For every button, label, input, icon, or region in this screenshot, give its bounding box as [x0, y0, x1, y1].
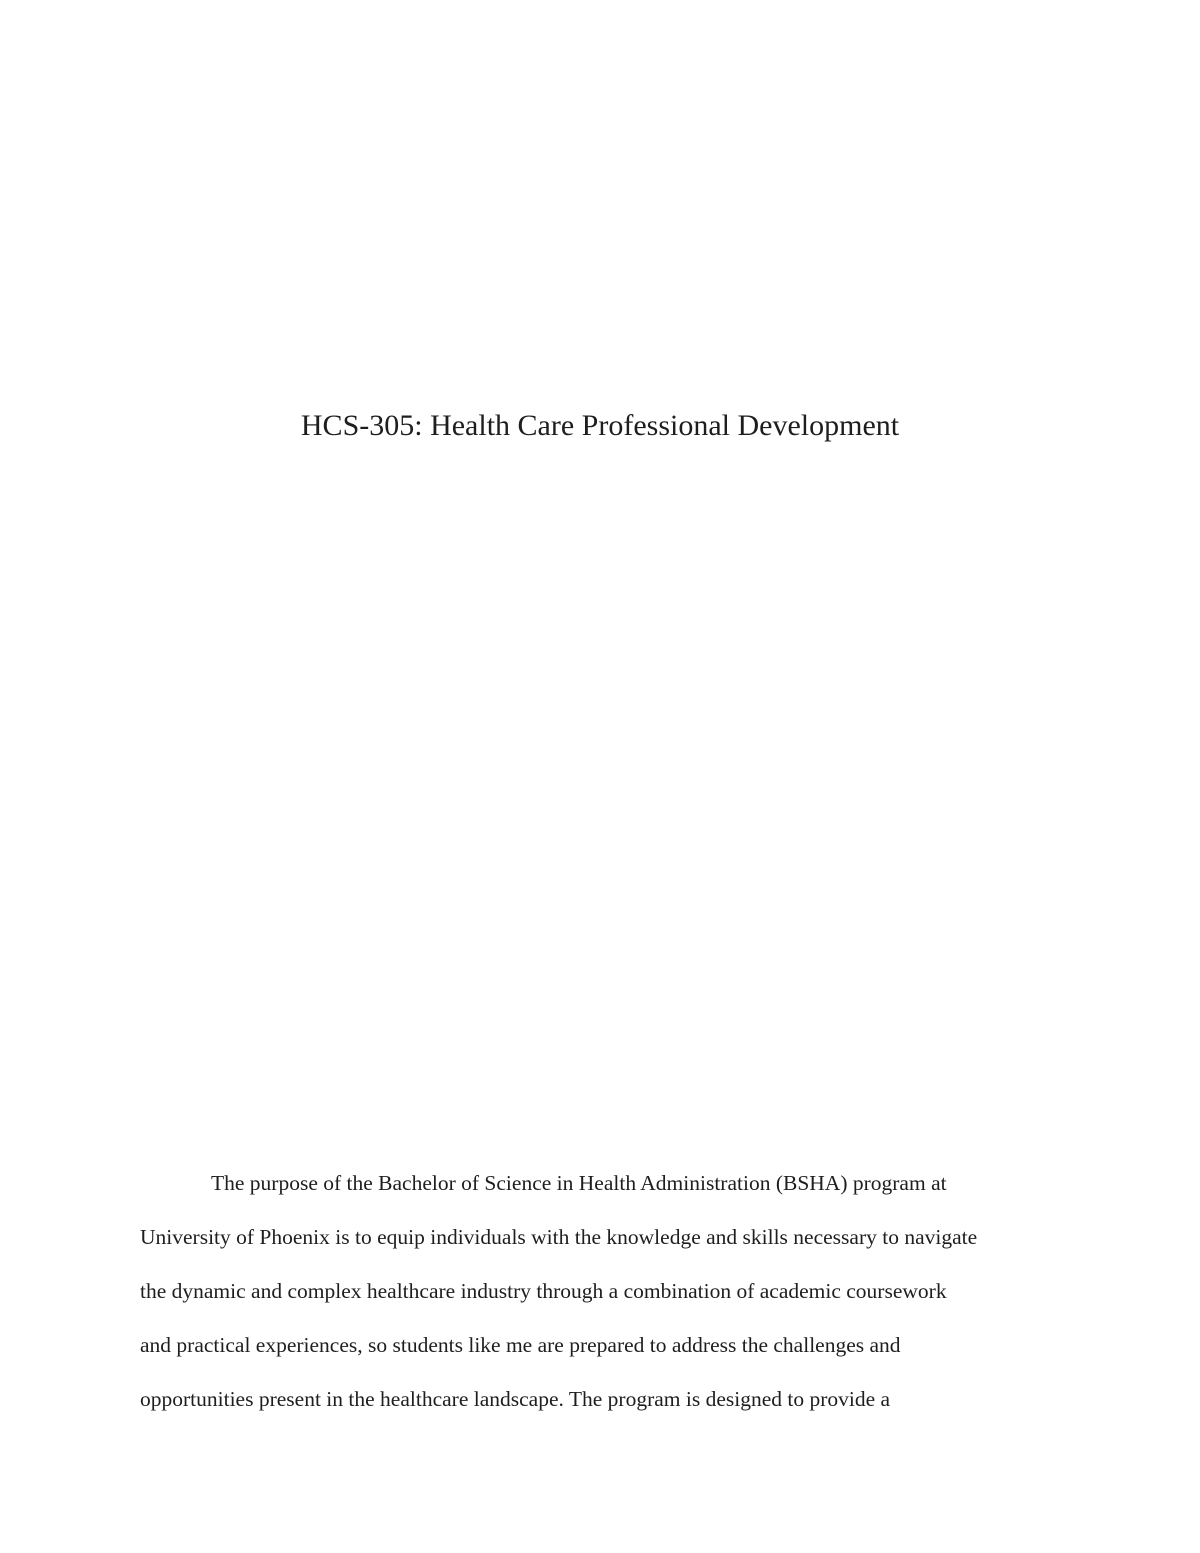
paragraph-line: the dynamic and complex healthcare industry through a combination of academic coursework: [140, 1279, 947, 1303]
paragraph-line: University of Phoenix is to equip individuals with the knowledge and skills necessary to navigate: [140, 1225, 978, 1249]
paragraph-line: and practical experiences, so students like me are prepared to address the challenges and: [140, 1333, 901, 1357]
paragraph-line: The purpose of the Bachelor of Science in Health Administration (BSHA) program at: [211, 1171, 947, 1195]
document-title: HCS-305: Health Care Professional Development: [300, 409, 900, 442]
paragraph-line: opportunities present in the healthcare landscape. The program is designed to provide a: [140, 1387, 891, 1411]
